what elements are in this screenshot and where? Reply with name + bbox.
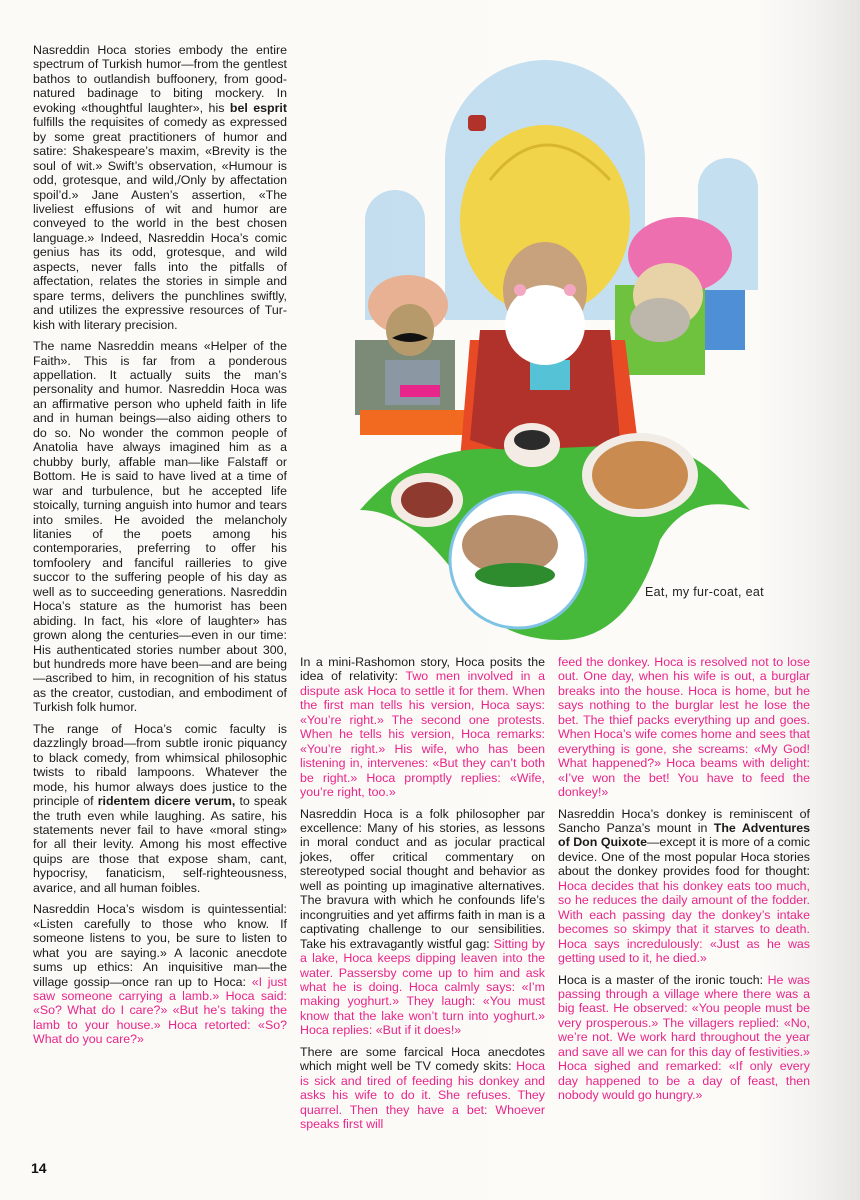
text: In a mini-Rashomon story, Hoca posits the idea of relativity: [300,655,545,684]
paragraph [33,902,287,1047]
paragraph [33,722,287,895]
text: —except it is more of a comic device. One of the most popular Hoca stories about the donkey provides food for thought: [558,835,810,879]
story-text: Sitting by a lake, Hoca keeps dipping leaven into the water. Passersby come up to him and ask what he is doing. Hoca calmly says: «I’m making yoghurt.» They laugh: «You must know that the lake won’t turn into yoghurt.» Hoca replies: «But if it does!» [300,936,546,1038]
bold-phrase: bel esprit [229,100,287,115]
story-text: feed the donkey. Hoca is resolved not to lose out. One day, when his wife is out, a burglar breaks into the house. Hoca is home, but he says nothing to the burglar lest he lose the bet. The thief packs everything up and goes. When Hoca’s wife comes home and sees that everything is gone, she screams: «My God! What happened?» Hoca beams with delight: «I’ve won the bet! You have to feed the donkey!» [558,655,810,800]
paragraph [300,807,545,1038]
story-text: He was passing through a village where there was a big feast. He observed: «You people must be very prosperous.» The villagers replied: «No, we’re not. We work hard throughout the year and save all we can for this day of festivities.» Hoca sighed and remarked: «If only every day happened to be a day of feast, then nobody would go hungry.» [558,972,810,1103]
story-text: «I just saw someone carrying a lamb.» Hoca said: «So? What do I care?» «But he’s taking the lamb to your house.» Hoca retorted: «So? What do you care?» [33,974,287,1047]
paragraph [300,1045,545,1132]
paragraph [558,973,810,1103]
story-text: Two men involved in a dispute ask Hoca to settle it for them. When the first man tells his version, Hoca says: «You’re right.» The second one protests. When he tells his version, Hoca remarks: «You’re right.» His wife, who has been listening in, intervenes: «But they can’t both be right.» Hoca promptly replies: «Wife, you’re right, too.» [300,669,546,800]
article-column-3 [558,655,810,1110]
illustration-caption: Eat, my fur-coat, eat [645,585,764,599]
paragraph [558,807,810,966]
page-number: 14 [31,1160,47,1176]
article-column-2 [300,655,545,1139]
story-text: Hoca decides that his donkey eats too much, so he reduces the daily amount of the fodder. With each passing day the donkey’s intake becomes so skimpy that it starves to death. Hoca says incredulously: «Just as he was getting used to it, he died.» [558,878,810,966]
paragraph [33,43,287,332]
text: Nasreddin Hoca’s wisdom is quintessential: «Listen carefully to those who know. If someone listens to you, be sure to listen to what you are saying.» A laconic anecdote sums up ethics: An inquisitive man—the village gossip—once ran up to Hoca: [33,902,287,989]
text: The range of Hoca’s comic faculty is dazzlingly broad—from subtle ironic piquancy to black comedy, from whimsical philosophic twists to ribald lampoons. Whatever the mode, his humor always does justice to the principle of [33,721,287,809]
text: There are some farcical Hoca anecdotes which might well be TV comedy skits: [300,1044,545,1074]
paragraph [300,655,545,800]
paragraph: The name Nasreddin means «Helper of the Faith». This is far from a ponderous appellation. It actually suits the man’s personality and humor. Nasreddin Hoca was an affirmative person who upheld faith in life and in human beings—also aiding others to do so. No wonder the common people of Anatolia have always imagined him as a chubby burly, affable man—like Falstaff or Bottom. He is said to have lived at a time of war and turbulence, but he accepted life stoically, turning anguish into humor and tears into smiles. He avoided the melancholy litanies of the poets among his contemporaries, preferring to offer his tomfoolery and fanciful railleries to give succor to the suffering people of his day as well as to succeeding generations. Nasreddin Hoca’s stature as the humorist has been abiding. In fact, his «lore of laughter» has grown along the centuries—even in our time: His authenticated stories number about 300, but hundreds more have been—and are being—ascribed to him, in recognition of his status as the creator, custodian, and embodiment of Turkish folk humor. [33,339,287,715]
feast-illustration [330,40,810,640]
article-column-1 [33,43,287,1054]
text: Nasreddin Hoca is a folk philosopher par excellence: Many of his stories, as lessons in moral conduct and as jocular practical jokes, offer critical commentary on stereotyped social thought and behavior as well as pointing up imaginative alternatives. The bravura with which he confounds life’s incongruities and yet affirms faith in man is a captivating challenge to our sensibilities. Take his extravagantly wistful gag: [300,806,545,951]
paragraph [558,655,810,800]
text: Nasreddin Hoca stories embody the entire spectrum of Turkish humor—from the gentlest bathos to outlandish buffoonery, from good-natured badinage to biting mockery. In evoking «thoughtful laughter», his [33,43,287,115]
bold-phrase: ridentem dicere verum, [97,794,236,809]
text: Nasreddin Hoca’s donkey is reminiscent of Sancho Panza’s mount in [558,806,810,835]
story-text: Hoca is sick and tired of feeding his donkey and asks his wife to do it. She refuses. They quarrel. Then they have a bet: Whoever speaks first will [300,1059,545,1132]
text: to speak the truth even while laughing. As satire, his statements never fail to have «moral sting» for all their levity. Among his most effective quips are those that expose sham, cant, hypocrisy, fanaticism, self-righteousness, avarice, and all human foibles. [33,794,287,895]
book-title: The Adventures of Don Quixote [558,820,810,850]
text: fulfills the requisites of comedy as expressed by some great practitioners of humor and satire: Shakespeare’s maxim, «Brevity is the soul of wit.» Swift’s observation, «Humour is odd, grotesque, and wild,/Only by affectation spoil’d.» Jane Austen’s assertion, «The liveliest effusions of wit and humor are conveyed to the world in the best chosen language.» Indeed, Nasreddin Hoca’s comic genius has its odd, grotesque, and wild aspects, never falls into the pitfalls of affectation, relates the stories in simple and spare terms, delivers the punchlines swiftly, and utilizes the expressive resources of Turkish with literary precision. [33,115,287,332]
text: Hoca is a master of the ironic touch: [558,972,768,987]
